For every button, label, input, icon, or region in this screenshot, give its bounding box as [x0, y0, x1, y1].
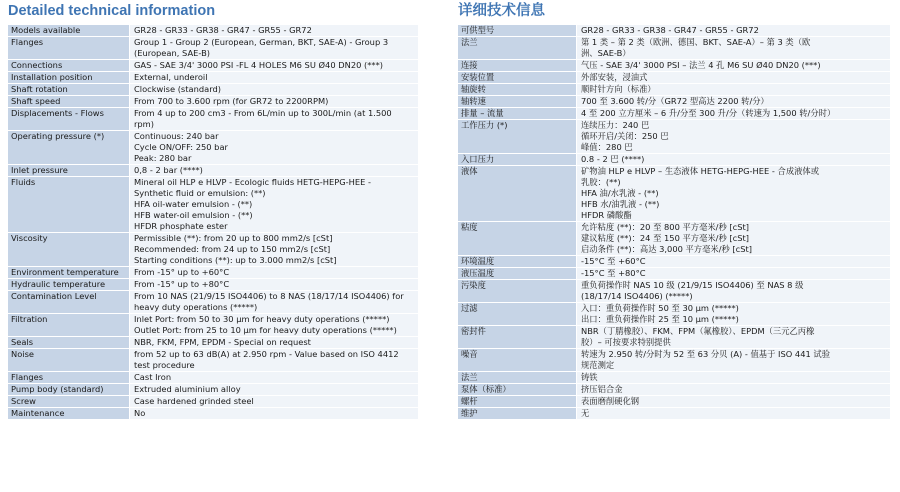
spec-label: 维护: [458, 408, 577, 420]
spec-row: [458, 326, 890, 349]
spec-value-line: From 700 to 3.600 rpm (for GR72 to 2200RPM): [134, 96, 329, 106]
spec-value-line: -15°C 至 +60°C: [581, 256, 646, 266]
spec-value-line: 挤压铝合金: [581, 384, 623, 394]
spec-value-line: Synthetic fluid or emulsion: (**): [134, 188, 266, 198]
spec-value-line: 重负荷操作时 NAS 10 级 (21/9/15 ISO4406) 至 NAS 8 级: [581, 280, 804, 290]
spec-row: [458, 154, 890, 166]
spec-value: [130, 233, 419, 267]
spec-row: [8, 291, 418, 314]
spec-row: [458, 408, 890, 420]
spec-value-line: -15°C 至 +80°C: [581, 268, 646, 278]
spec-value-line: 700 至 3.600 转/分（GR72 型高达 2200 转/分）: [581, 96, 769, 106]
spec-value-line: HFDR phosphate ester: [134, 221, 228, 231]
spec-value: [130, 337, 419, 349]
spec-value: [130, 165, 419, 177]
spec-value: [577, 268, 891, 280]
spec-value: [577, 166, 891, 222]
spec-row: [458, 396, 890, 408]
spec-value-line: Starting conditions (**): up to 3.000 mm2/s [cSt]: [134, 255, 337, 265]
spec-value-line: From 10 NAS (21/9/15 ISO4406) to 8 NAS (18/17/14 ISO4406) for: [134, 291, 404, 301]
spec-value-line: Extruded aluminium alloy: [134, 384, 241, 394]
spec-label: Fluids: [8, 177, 130, 233]
english-spec-panel: [8, 0, 418, 420]
spec-label: Contamination Level: [8, 291, 130, 314]
spec-label: 螺杆: [458, 396, 577, 408]
spec-value: [130, 384, 419, 396]
spec-value-line: 无: [581, 408, 590, 418]
spec-value-line: HFB water-oil emulsion - (**): [134, 210, 253, 220]
spec-value-line: 铸铁: [581, 372, 598, 382]
spec-value-line: 外部安装，浸油式: [581, 72, 648, 82]
spec-value-line: heavy duty operations (*****): [134, 302, 258, 312]
spec-value: [577, 408, 891, 420]
spec-row: [458, 384, 890, 396]
spec-label: Inlet pressure: [8, 165, 130, 177]
spec-label: Seals: [8, 337, 130, 349]
spec-row: [8, 396, 418, 408]
spec-row: [8, 337, 418, 349]
spec-row: [8, 96, 418, 108]
spec-value-line: HFB 水/油乳液 - (**): [581, 199, 660, 209]
spec-row: [8, 131, 418, 165]
spec-value: [577, 256, 891, 268]
spec-label: Pump body (standard): [8, 384, 130, 396]
spec-label: 过滤: [458, 303, 577, 326]
spec-row: [458, 280, 890, 303]
spec-label: Operating pressure (*): [8, 131, 130, 165]
spec-value: [577, 303, 891, 326]
spec-value-line: Recommended: from 24 up to 150 mm2/s [cSt]: [134, 244, 331, 254]
spec-row: [458, 84, 890, 96]
spec-row: [458, 25, 890, 37]
spec-label: 可供型号: [458, 25, 577, 37]
spec-value-line: HFDR 磷酸酯: [581, 210, 632, 220]
spec-value-line: GR28 - GR33 - GR38 - GR47 - GR55 - GR72: [134, 25, 312, 35]
spec-row: [8, 108, 418, 131]
spec-row: [458, 222, 890, 256]
spec-label: 排量 – 流量: [458, 108, 577, 120]
spec-label: Connections: [8, 60, 130, 72]
spec-value: [577, 120, 891, 154]
spec-label: Noise: [8, 349, 130, 372]
spec-label: Installation position: [8, 72, 130, 84]
spec-value: [577, 384, 891, 396]
spec-value-line: 峰值：280 巴: [581, 142, 633, 152]
spec-value-line: 规范测定: [581, 360, 615, 370]
spec-row: [8, 165, 418, 177]
spec-value-line: 4 至 200 立方厘米 – 6 升/分至 300 升/分（转速为 1,500 转/分时）: [581, 108, 836, 118]
spec-value: [130, 25, 419, 37]
spec-value: [130, 396, 419, 408]
spec-row: [458, 108, 890, 120]
spec-value: [577, 37, 891, 60]
spec-label: Screw: [8, 396, 130, 408]
spec-value-line: (18/17/14 ISO4406) (*****): [581, 291, 693, 301]
spec-value: [130, 72, 419, 84]
spec-value: [130, 314, 419, 337]
spec-value-line: rpm): [134, 119, 154, 129]
spec-value: [577, 222, 891, 256]
chinese-section-title: 详细技术信息: [458, 3, 545, 19]
spec-label: Filtration: [8, 314, 130, 337]
spec-row: [458, 60, 890, 72]
spec-value-line: 顺时针方向（标准）: [581, 84, 656, 94]
spec-value-line: NBR, FKM, FPM, EPDM - Special on request: [134, 337, 311, 347]
spec-value: [130, 349, 419, 372]
spec-value-line: HFA 油/水乳液 - (**): [581, 188, 659, 198]
spec-value-line: GR28 - GR33 - GR38 - GR47 - GR55 - GR72: [581, 25, 759, 35]
spec-label: 液压温度: [458, 268, 577, 280]
spec-value-line: Mineral oil HLP e HLVP - Ecologic fluids HETG-HEPG-HEE -: [134, 177, 372, 187]
spec-value-line: NBR（丁腈橡胶）、FKM、FPM（氟橡胶）、EPDM（三元乙丙橡: [581, 326, 815, 336]
spec-value-line: External, underoil: [134, 72, 208, 82]
spec-value: [130, 177, 419, 233]
spec-row: [458, 166, 890, 222]
spec-value-line: Permissible (**): from 20 up to 800 mm2/s [cSt]: [134, 233, 333, 243]
spec-label: 污染度: [458, 280, 577, 303]
spec-label: 连接: [458, 60, 577, 72]
spec-row: [458, 349, 890, 372]
spec-label: 轴旋转: [458, 84, 577, 96]
spec-label: 噪音: [458, 349, 577, 372]
spec-value: [130, 131, 419, 165]
spec-row: [8, 84, 418, 96]
spec-value-line: 启动条件 (**)：高达 3,000 平方毫米/秒 [cSt]: [581, 244, 752, 254]
spec-value-line: HFA oil-water emulsion - (**): [134, 199, 253, 209]
spec-value-line: 连续压力：240 巴: [581, 120, 650, 130]
spec-value: [577, 96, 891, 108]
spec-row: [8, 349, 418, 372]
spec-label: 法兰: [458, 372, 577, 384]
spec-label: Flanges: [8, 37, 130, 60]
spec-label: 液体: [458, 166, 577, 222]
spec-label: 安装位置: [458, 72, 577, 84]
spec-value: [577, 372, 891, 384]
spec-value: [577, 154, 891, 166]
spec-row: [458, 120, 890, 154]
spec-row: [458, 372, 890, 384]
spec-row: [8, 279, 418, 291]
spec-row: [8, 384, 418, 396]
spec-label: Models available: [8, 25, 130, 37]
spec-value: [130, 408, 419, 420]
spec-value: [577, 108, 891, 120]
spec-value-line: GAS - SAE 3/4' 3000 PSI -FL 4 HOLES M6 SU Ø40 DN20 (***): [134, 60, 383, 70]
spec-value: [577, 280, 891, 303]
spec-value-line: Outlet Port: from 25 to 10 µm for heavy duty operations (*****): [134, 325, 397, 335]
spec-value: [577, 25, 891, 37]
spec-value: [130, 267, 419, 279]
spec-value-line: 允许粘度 (**)：20 至 800 平方毫米/秒 [cSt]: [581, 222, 749, 232]
spec-value-line: Inlet Port: from 50 to 30 µm for heavy duty operations (*****): [134, 314, 390, 324]
spec-value-line: 表面磨削硬化钢: [581, 396, 640, 406]
spec-value-line: 矿物油 HLP e HLVP – 生态液体 HETG-HEPG-HEE - 合成液体或: [581, 166, 820, 176]
spec-label: 密封件: [458, 326, 577, 349]
spec-value-line: Case hardened grinded steel: [134, 396, 254, 406]
spec-label: 轴转速: [458, 96, 577, 108]
spec-label: 工作压力 (*): [458, 120, 577, 154]
spec-row: [458, 256, 890, 268]
spec-row: [8, 37, 418, 60]
spec-row: [8, 25, 418, 37]
spec-label: 环境温度: [458, 256, 577, 268]
spec-value-line: From -15° up to +60°C: [134, 267, 230, 277]
spec-value-line: (European, SAE-B): [134, 48, 210, 58]
spec-label: 粘度: [458, 222, 577, 256]
spec-row: [8, 314, 418, 337]
spec-row: [458, 72, 890, 84]
spec-row: [8, 60, 418, 72]
spec-value-line: From -15° up to +80°C: [134, 279, 230, 289]
spec-value-line: 乳胶：(**): [581, 177, 621, 187]
spec-row: [8, 72, 418, 84]
spec-value-line: 入口：重负荷操作时 50 至 30 µm (*****): [581, 303, 739, 313]
spec-value-line: Continuous: 240 bar: [134, 131, 219, 141]
spec-value-line: 洲、SAE-B）: [581, 48, 631, 58]
spec-value: [577, 349, 891, 372]
spec-label: Hydraulic temperature: [8, 279, 130, 291]
spec-value: [577, 396, 891, 408]
spec-value: [130, 60, 419, 72]
spec-value-line: test procedure: [134, 360, 195, 370]
spec-value: [130, 37, 419, 60]
spec-row: [8, 177, 418, 233]
spec-value: [577, 60, 891, 72]
english-section-title: Detailed technical information: [8, 3, 216, 19]
spec-value-line: 第 1 类 – 第 2 类（欧洲、德国、BKT、SAE-A）– 第 3 类（欧: [581, 37, 811, 47]
spec-value: [577, 84, 891, 96]
spec-label: Shaft rotation: [8, 84, 130, 96]
spec-label: 法兰: [458, 37, 577, 60]
spec-row: [458, 96, 890, 108]
spec-label: Flanges: [8, 372, 130, 384]
spec-value-line: Cycle ON/OFF: 250 bar: [134, 142, 228, 152]
spec-label: Environment temperature: [8, 267, 130, 279]
spec-value-line: 转速为 2.950 转/分时为 52 至 63 分贝 (A) - 值基于 ISO 441 试验: [581, 349, 830, 359]
spec-row: [8, 233, 418, 267]
spec-value-line: Cast Iron: [134, 372, 172, 382]
spec-row: [8, 267, 418, 279]
chinese-spec-panel: [458, 0, 890, 420]
english-spec-table: [8, 24, 418, 420]
spec-value-line: From 4 up to 200 cm3 - From 6L/min up to 300L/min (at 1.500: [134, 108, 392, 118]
spec-value-line: No: [134, 408, 146, 418]
spec-value-line: 出口：重负荷操作时 25 至 10 µm (*****): [581, 314, 739, 324]
spec-row: [458, 37, 890, 60]
spec-value-line: 胶）– 可按要求特别提供: [581, 337, 671, 347]
spec-label: 泵体（标准）: [458, 384, 577, 396]
spec-value: [130, 84, 419, 96]
spec-row: [8, 372, 418, 384]
spec-value-line: 0.8 - 2 巴 (****): [581, 154, 645, 164]
spec-value: [577, 72, 891, 84]
spec-value: [130, 96, 419, 108]
spec-label: Displacements - Flows: [8, 108, 130, 131]
spec-row: [8, 408, 418, 420]
spec-value-line: 气压 - SAE 3/4' 3000 PSI – 法兰 4 孔 M6 SU Ø40 DN20 (***): [581, 60, 821, 70]
spec-label: Shaft speed: [8, 96, 130, 108]
spec-value-line: 建议粘度 (**)：24 至 150 平方毫米/秒 [cSt]: [581, 233, 749, 243]
spec-value: [130, 279, 419, 291]
spec-value: [577, 326, 891, 349]
spec-value: [130, 372, 419, 384]
spec-value-line: Clockwise (standard): [134, 84, 221, 94]
spec-value: [130, 108, 419, 131]
spec-value-line: 0,8 - 2 bar (****): [134, 165, 203, 175]
spec-value-line: Group 1 - Group 2 (European, German, BKT, SAE-A) - Group 3: [134, 37, 389, 47]
spec-value-line: 循环开启/关闭：250 巴: [581, 131, 669, 141]
spec-label: 入口压力: [458, 154, 577, 166]
spec-label: Maintenance: [8, 408, 130, 420]
spec-label: Viscosity: [8, 233, 130, 267]
spec-value-line: from 52 up to 63 dB(A) at 2.950 rpm - Value based on ISO 4412: [134, 349, 399, 359]
spec-row: [458, 268, 890, 280]
chinese-spec-table: [458, 24, 890, 420]
spec-value: [130, 291, 419, 314]
spec-value-line: Peak: 280 bar: [134, 153, 192, 163]
spec-row: [458, 303, 890, 326]
